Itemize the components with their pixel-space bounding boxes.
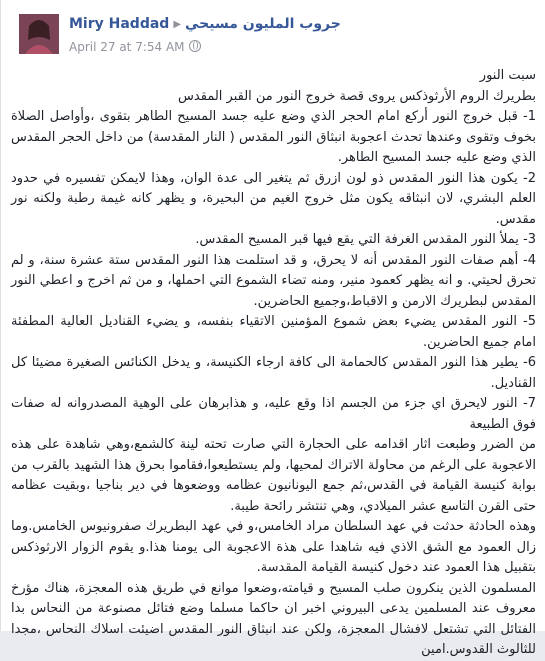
post-paragraph: وهذه الحادثة حدثت في عهد السلطان مراد الخامس،و في عهد البطريرك صفرونيوس الخامس.وما زال العمود مع الشق الاذي فيه شاهدا على هذة الاعجوبة الى يومنا هذا.و يقوم الزوار الارثوذكس بتقبيل هذا العمود عند دخول كنيسة القيامة المقدسة. <box>11 519 536 575</box>
post-paragraph: 2- يكون هذا النور المقدس ذو لون ازرق ثم يتغير الى عدة الوان، وهذا لايمكن تفسيره في حدود العلم البشري، لان انبثاقه يكون مثل خروج الغيم من البحيرة، و يظهر كانه غيمة رطبة ولكنه نور مقدس. <box>11 170 536 227</box>
post-paragraph: 1- قبل خروج النور أركع امام الحجر الذي وضع عليه جسد المسيح الطاهر بتقوى ،وأواصل الصلاة بخوف وتقوى وعندها تحدث اعجوبة انبثاق النور المقدس ( النار المقدسة) من داخل الحجر المقدس الذي وضع عليه جسد المسيح الطاهر. <box>11 109 536 165</box>
post-timestamp[interactable]: April 27 at 7:54 AM <box>69 40 185 54</box>
post-body <box>11 66 536 661</box>
author-name-link[interactable]: Miry Haddad <box>69 16 170 32</box>
post-paragraph: بطريرك الروم الأرثوذكس يروى قصة خروج النور من القبر المقدس <box>178 88 536 104</box>
post-header <box>9 8 538 60</box>
post-paragraph: المسلمون الذين ينكرون صلب المسيح و قيامته،وضعوا موانع في طريق هذه المعجزة، هناك مؤرخ معروف عند المسلمين يدعى البيروني اخبر ان حاكما مسلما وضع فتائل مصنوعة من النحاس بدا الفتائل التي تشتعل لافشال المعجزة، ولكن عند انبثاق النور المقدس اضيئت اسلاك النحاس ،مجدا للثالوث القدوس.امين <box>11 580 536 657</box>
post-paragraph: 3- يملأ النور المقدس الغرفة التي يقع فيها قبر المسيح المقدس. <box>195 232 536 247</box>
post-meta <box>69 40 201 54</box>
avatar-photo-icon <box>19 14 59 54</box>
post-paragraph: سبت النور <box>479 68 536 83</box>
triangle-right-icon: ▶ <box>173 18 182 30</box>
post-paragraph: 5- النور المقدس يضيء بعض شموع المؤمنين الاتقياء بنفسه، و يضيء القناديل العالية المطفئة امام جميع الحاضرين. <box>11 314 536 350</box>
avatar[interactable] <box>19 14 59 54</box>
post-paragraph: 6- يطير هذا النور المقدس كالحمامة الى كافة ارجاء الكنيسة، و يدخل الكنائس الصغيرة مضيئا كل القناديل. <box>11 355 536 391</box>
globe-icon <box>189 40 201 52</box>
post-author-line <box>69 16 341 32</box>
group-name-link[interactable]: جروب المليون مسيحي <box>185 16 341 32</box>
post-paragraph: من الضرر وطبعت اثار اقدامه على الحجارة التي صارت تحته لينة كالشمع،وهي شاهدة على هذه الاعجوبة على الرغم من محاولة الاتراك لمحيها، ولم يستطيعوا،فقاموا بحرق هذا الشهيد بالقرب من بوابة كنيسة القيامة في القدس،ثم جمع اليونانيون عظامه ووضعوها في دير بناجيا ،وبقيت عظامه حتى القرن التاسع عشر الميلادي، وهي تنتشر رائحة طيبة. <box>11 437 536 514</box>
post-paragraph: 7- النور لايحرق اي جزء من الجسم اذا وقع عليه، و هذابرهان على الوهية المصدروانه له صفات فوق الطبيعة <box>11 396 536 432</box>
post-paragraph: 4- أهم صفات النور المقدس أنه لا يحرق، و قد استلمت هذا النور المقدس ستة عشرة سنة، و لم تحرق لحيتي. و انه يظهر كعمود منير، ومنه تضاء الشموع التي احملها، و من ثم اخرج و اعطي النور المقدس لبطريرك الارمن و الاقباط،وجميع الحاضرين. <box>11 252 536 309</box>
